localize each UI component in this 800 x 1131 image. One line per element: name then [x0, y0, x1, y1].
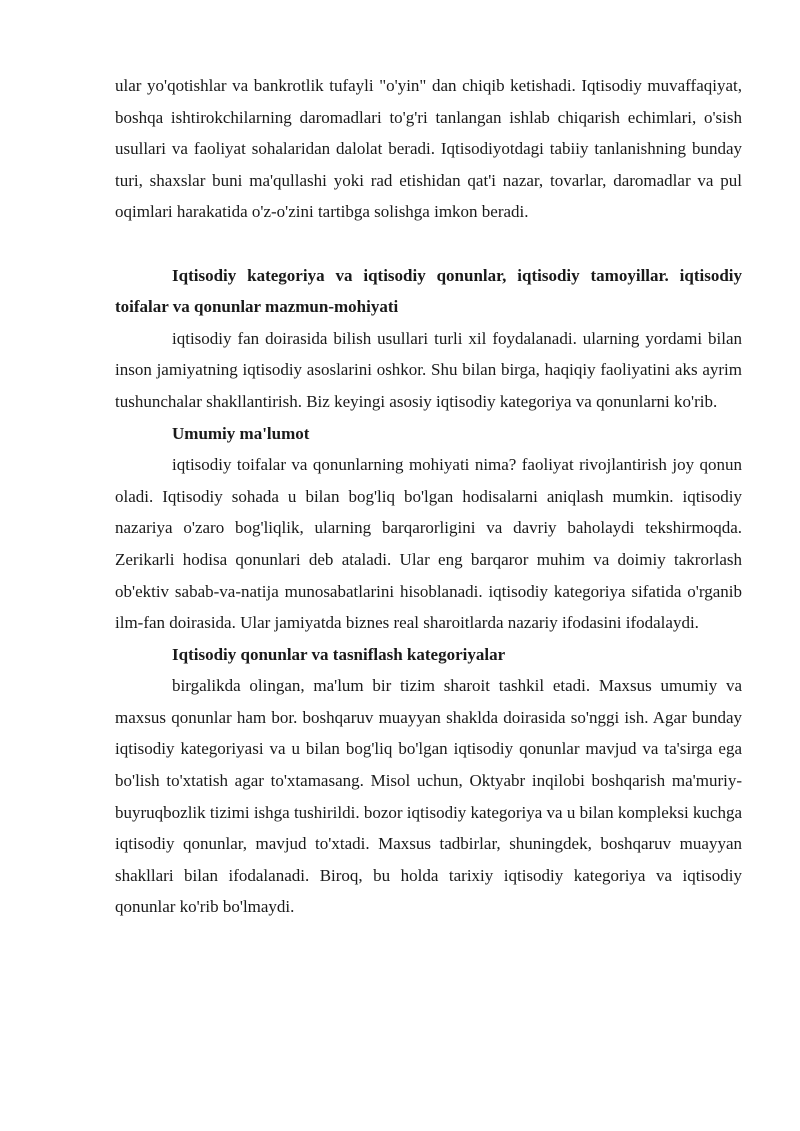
document-page [115, 70, 742, 923]
section-heading-general-info: Umumiy ma'lumot [172, 423, 310, 443]
section-heading-classification: Iqtisodiy qonunlar va tasniflash kategoriyalar [172, 644, 506, 664]
section-paragraph-economic-categories: iqtisodiy fan doirasida bilish usullari turli xil foydalanadi. ularning yordami bilan inson jamiyatning iqtisodiy asoslarini oshkor. Shu bilan birga, haqiqiy faoliyatini aks ayrim tushunchalar shakllantirish. Biz keyingi asosiy iqtisodiy kategoriya va qonunlarni ko'rib. [115, 328, 742, 411]
section-paragraph-general-info: iqtisodiy toifalar va qonunlarning mohiyati nima? faoliyat rivojlantirish joy qonun oladi. Iqtisodiy sohada u bilan bog'liq bo'lgan hodisalarni aniqlash mumkin. iqtisodiy nazariya o'zaro bog'liqlik, ularning barqarorligini va davriy baholaydi tekshirmoqda. Zerikarli hodisa qonunlari deb ataladi. Ular eng barqaror muhim va doimiy takrorlash ob'ektiv sabab-va-natija munosabatlarini hisoblanadi. iqtisodiy kategoriya sifatida o'rganib ilm-fan doirasida. Ular jamiyatda biznes real sharoitlarda nazariy ifodasini ifodalaydi. [115, 455, 742, 633]
intro-paragraph: ular yo'qotishlar va bankrotlik tufayli "o'yin" dan chiqib ketishadi. Iqtisodiy muvaffaqiyat, boshqa ishtirokchilarning daromadlari to'g'ri tanlangan ishlab chiqarish echimlari, o'sish usullari va faoliyat sohalaridan dalolat beradi. Iqtisodiyotdagi tabiiy tanlanishning bunday turi, shaxslar buni ma'qullashi yoki rad etishidan qat'i nazar, tovarlar, daromadlar va pul oqimlari harakatida o'z-o'zini tartibga solishga imkon beradi. [115, 76, 742, 222]
section-heading-economic-categories: Iqtisodiy kategoriya va iqtisodiy qonunlar, iqtisodiy tamoyillar. iqtisodiy toifalar va qonunlar mazmun-mohiyati [115, 265, 742, 317]
section-paragraph-classification: birgalikda olingan, ma'lum bir tizim sharoit tashkil etadi. Maxsus umumiy va maxsus qonunlar ham bor. boshqaruv muayyan shaklda doirasida so'nggi ish. Agar bunday iqtisodiy kategoriyasi va u bilan bog'liq bo'lgan iqtisodiy qonunlar mavjud va ta'sirga ega bo'lish to'xtatish agar to'xtamasang. Misol uchun, Oktyabr inqilobi boshqarish ma'muriy-buyruqbozlik tizimi ishga tushirildi. bozor iqtisodiy kategoriya va u bilan kompleksi kuchga iqtisodiy qonunlar, mavjud to'xtadi. Maxsus tadbirlar, shuningdek, boshqaruv muayyan shakllari bilan ifodalanadi. Biroq, bu holda tarixiy iqtisodiy kategoriya va iqtisodiy qonunlar ko'rib bo'lmaydi. [115, 676, 743, 917]
paragraph-gap [115, 228, 742, 260]
